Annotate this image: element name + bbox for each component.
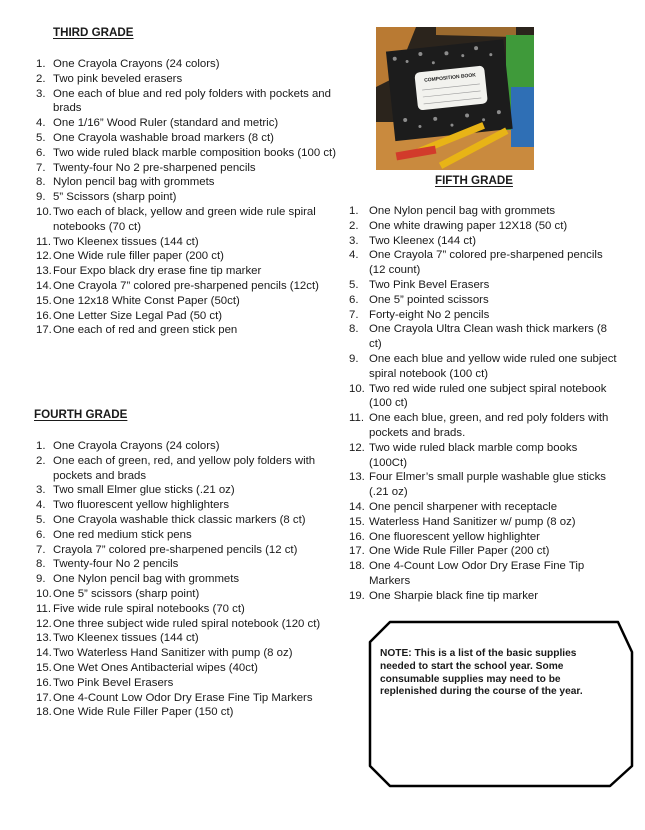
fourth-grade-heading: FOURTH GRADE: [34, 408, 128, 421]
fifth-grade-item: [349, 278, 617, 293]
third-grade-item: [36, 87, 336, 117]
item-number: 5.: [349, 278, 359, 291]
fifth-grade-item: [349, 530, 617, 545]
item-text: One Crayola 7” colored pre-sharpened pencils (12 count): [369, 249, 603, 277]
third-grade-item: [36, 190, 336, 205]
third-grade-item: [36, 205, 336, 235]
third-grade-item: [36, 72, 336, 87]
item-number: 8.: [349, 323, 359, 336]
item-number: 4.: [36, 499, 46, 512]
item-text: Forty-eight No 2 pencils: [369, 308, 490, 321]
third-grade-item: [36, 146, 336, 161]
note-box: [368, 620, 634, 788]
item-number: 8.: [36, 176, 46, 189]
third-grade-item: [36, 57, 336, 72]
item-number: 19.: [349, 589, 365, 602]
item-text: Two red wide ruled one subject spiral notebook (100 ct): [369, 382, 607, 410]
item-number: 5.: [36, 513, 46, 526]
fourth-grade-item: [36, 705, 336, 720]
fifth-grade-item: [349, 219, 617, 234]
fourth-grade-item: [36, 513, 336, 528]
fourth-grade-item: [36, 557, 336, 572]
item-text: Five wide rule spiral notebooks (70 ct): [53, 602, 245, 615]
item-text: One each of green, red, and yellow poly folders with pockets and brads: [53, 454, 316, 482]
item-number: 3.: [349, 234, 359, 247]
item-number: 4.: [349, 249, 359, 262]
item-number: 13.: [349, 471, 365, 484]
item-text: One Wide Rule Filler Paper (150 ct): [53, 706, 234, 719]
fourth-grade-list: [36, 439, 336, 720]
item-number: 6.: [36, 146, 46, 159]
item-number: 10.: [36, 587, 52, 600]
third-grade-item: [36, 309, 336, 324]
item-text: Two Kleenex tissues (144 ct): [53, 235, 199, 248]
item-number: 12.: [36, 617, 52, 630]
item-number: 8.: [36, 558, 46, 571]
item-number: 18.: [349, 560, 365, 573]
item-number: 2.: [36, 454, 46, 467]
fifth-grade-heading: FIFTH GRADE: [435, 174, 513, 187]
item-text: One 12x18 White Const Paper (50ct): [53, 294, 240, 307]
item-text: One each blue, green, and red poly folders with pockets and brads.: [369, 412, 609, 439]
item-number: 3.: [36, 87, 46, 100]
item-number: 11.: [36, 235, 51, 248]
third-grade-item: [36, 323, 336, 338]
fourth-grade-item: [36, 661, 336, 676]
item-text: Two fluorescent yellow highlighters: [53, 499, 230, 512]
item-number: 9.: [349, 352, 359, 365]
item-text: One three subject wide ruled spiral notebook (120 ct): [53, 617, 321, 630]
item-text: Waterless Hand Sanitizer w/ pump (8 oz): [369, 515, 576, 528]
fifth-grade-item: [349, 589, 617, 604]
fourth-grade-item: [36, 454, 336, 484]
item-text: One Crayola Crayons (24 colors): [53, 440, 220, 452]
item-number: 17.: [349, 545, 365, 558]
item-number: 4.: [36, 117, 46, 130]
item-number: 1.: [36, 440, 46, 452]
item-number: 7.: [36, 543, 46, 556]
item-number: 18.: [36, 706, 52, 719]
item-text: One each of red and green stick pen: [53, 324, 238, 337]
item-number: 13.: [36, 265, 52, 278]
fourth-grade-item: [36, 528, 336, 543]
fourth-grade-item: [36, 691, 336, 706]
fifth-grade-item: [349, 234, 617, 249]
item-number: 12.: [36, 250, 52, 263]
fifth-grade-item: [349, 308, 617, 323]
item-number: 11.: [349, 412, 364, 425]
item-text: One Letter Size Legal Pad (50 ct): [53, 309, 223, 322]
item-text: One Nylon pencil bag with grommets: [369, 205, 556, 217]
fifth-grade-item: [349, 515, 617, 530]
item-text: One 5” scissors (sharp point): [53, 587, 200, 600]
fifth-grade-item: [349, 248, 617, 278]
item-number: 15.: [36, 294, 52, 307]
item-number: 1.: [36, 58, 46, 70]
note-text: NOTE: This is a list of the basic supplies needed to start the school year. Some consumable supplies may need to be replenished during the course of the year.: [380, 648, 583, 698]
item-text: Two Kleenex (144 ct): [369, 234, 476, 247]
item-text: One Crayola Ultra Clean wash thick markers (8 ct): [369, 323, 608, 351]
item-number: 9.: [36, 191, 46, 204]
item-text: Two each of black, yellow and green wide rule spiral notebooks (70 ct): [53, 205, 316, 233]
school-supplies-photo: [376, 27, 534, 170]
item-text: One 4-Count Low Odor Dry Erase Fine Tip Markers: [369, 560, 585, 587]
item-text: One each of blue and red poly folders with pockets and brads: [53, 87, 331, 115]
item-text: One 1/16” Wood Ruler (standard and metric): [53, 117, 279, 130]
fourth-grade-item: [36, 602, 336, 617]
item-number: 7.: [36, 161, 46, 174]
fourth-grade-item: [36, 646, 336, 661]
fifth-grade-item: [349, 204, 617, 219]
composition-notebook: [386, 39, 513, 141]
item-text: Two Kleenex tissues (144 ct): [53, 632, 199, 645]
item-text: One Sharpie black fine tip marker: [369, 589, 539, 602]
item-text: Two Waterless Hand Sanitizer with pump (8 oz): [53, 647, 293, 660]
item-text: Two wide ruled black marble composition books (100 ct): [53, 146, 336, 159]
item-text: One fluorescent yellow highlighter: [369, 530, 540, 543]
item-text: Four Expo black dry erase fine tip marker: [53, 265, 262, 278]
fourth-grade-item: [36, 631, 336, 646]
third-grade-item: [36, 294, 336, 309]
item-text: One Wide rule filler paper (200 ct): [53, 250, 224, 263]
item-text: One red medium stick pens: [53, 528, 192, 541]
item-text: One each blue and yellow wide ruled one subject spiral notebook (100 ct): [369, 352, 617, 380]
item-text: One Crayola washable thick classic markers (8 ct): [53, 513, 306, 526]
item-text: One Wide Rule Filler Paper (200 ct): [369, 545, 550, 558]
fifth-grade-item: [349, 352, 617, 382]
item-text: 5” Scissors (sharp point): [53, 191, 177, 204]
item-text: Four Elmer’s small purple washable glue sticks (.21 oz): [369, 471, 606, 499]
item-number: 7.: [349, 308, 359, 321]
item-text: Two wide ruled black marble comp books (100Ct): [369, 441, 578, 469]
item-text: One Crayola 7” colored pre-sharpened pencils (12ct): [53, 279, 319, 292]
third-grade-heading: THIRD GRADE: [53, 26, 134, 39]
item-text: Twenty-four No 2 pencils: [53, 558, 179, 571]
fourth-grade-item: [36, 617, 336, 632]
item-text: One Nylon pencil bag with grommets: [53, 573, 240, 586]
third-grade-item: [36, 235, 336, 250]
item-text: Two pink beveled erasers: [53, 72, 183, 85]
third-grade-item: [36, 175, 336, 190]
fourth-grade-item: [36, 587, 336, 602]
item-number: 3.: [36, 484, 46, 497]
fourth-grade-item: [36, 498, 336, 513]
item-number: 9.: [36, 573, 46, 586]
fourth-grade-item: [36, 676, 336, 691]
item-number: 1.: [349, 205, 359, 217]
item-number: 13.: [36, 632, 52, 645]
fifth-grade-item: [349, 382, 617, 412]
item-text: One 4-Count Low Odor Dry Erase Fine Tip Markers: [53, 691, 313, 704]
item-number: 5.: [36, 131, 46, 144]
fifth-grade-item: [349, 470, 617, 500]
third-grade-item: [36, 131, 336, 146]
item-number: 17.: [36, 691, 52, 704]
fifth-grade-item: [349, 559, 617, 589]
item-number: 2.: [349, 219, 359, 232]
item-text: Crayola 7” colored pre-sharpened pencils (12 ct): [53, 543, 298, 556]
item-number: 14.: [36, 279, 52, 292]
item-text: Two small Elmer glue sticks (.21 oz): [53, 484, 235, 497]
item-number: 16.: [36, 676, 52, 689]
third-grade-item: [36, 249, 336, 264]
item-text: One Crayola washable broad markers (8 ct): [53, 131, 274, 144]
third-grade-item: [36, 279, 336, 294]
item-number: 12.: [349, 441, 365, 454]
fourth-grade-item: [36, 439, 336, 454]
third-grade-item: [36, 264, 336, 279]
item-text: Two Pink Bevel Erasers: [369, 278, 490, 291]
fifth-grade-item: [349, 441, 617, 471]
item-number: 10.: [36, 205, 52, 218]
item-number: 16.: [36, 309, 52, 322]
item-number: 14.: [349, 500, 365, 513]
item-text: One white drawing paper 12X18 (50 ct): [369, 219, 568, 232]
notebook-label: COMPOSITION BOOK: [423, 72, 477, 84]
item-number: 14.: [36, 647, 52, 660]
item-number: 11.: [36, 602, 51, 615]
item-text: One 5” pointed scissors: [369, 293, 489, 306]
item-text: One Wet Ones Antibacterial wipes (40ct): [53, 661, 258, 674]
item-number: 15.: [36, 661, 52, 674]
third-grade-item: [36, 116, 336, 131]
item-text: Nylon pencil bag with grommets: [53, 176, 215, 189]
item-number: 10.: [349, 382, 365, 395]
fifth-grade-list: [349, 204, 617, 604]
fifth-grade-item: [349, 293, 617, 308]
third-grade-list: [36, 57, 336, 338]
item-text: Twenty-four No 2 pre-sharpened pencils: [53, 161, 256, 174]
fourth-grade-item: [36, 483, 336, 498]
fifth-grade-item: [349, 411, 617, 441]
fifth-grade-item: [349, 500, 617, 515]
fifth-grade-item: [349, 544, 617, 559]
item-text: One Crayola Crayons (24 colors): [53, 58, 220, 70]
third-grade-item: [36, 161, 336, 176]
fifth-grade-item: [349, 322, 617, 352]
fourth-grade-item: [36, 572, 336, 587]
item-number: 2.: [36, 72, 46, 85]
fourth-grade-item: [36, 543, 336, 558]
item-text: One pencil sharpener with receptacle: [369, 500, 558, 513]
item-text: Two Pink Bevel Erasers: [53, 676, 174, 689]
item-number: 6.: [36, 528, 46, 541]
item-number: 6.: [349, 293, 359, 306]
item-number: 15.: [349, 515, 365, 528]
item-number: 16.: [349, 530, 365, 543]
item-number: 17.: [36, 324, 52, 337]
